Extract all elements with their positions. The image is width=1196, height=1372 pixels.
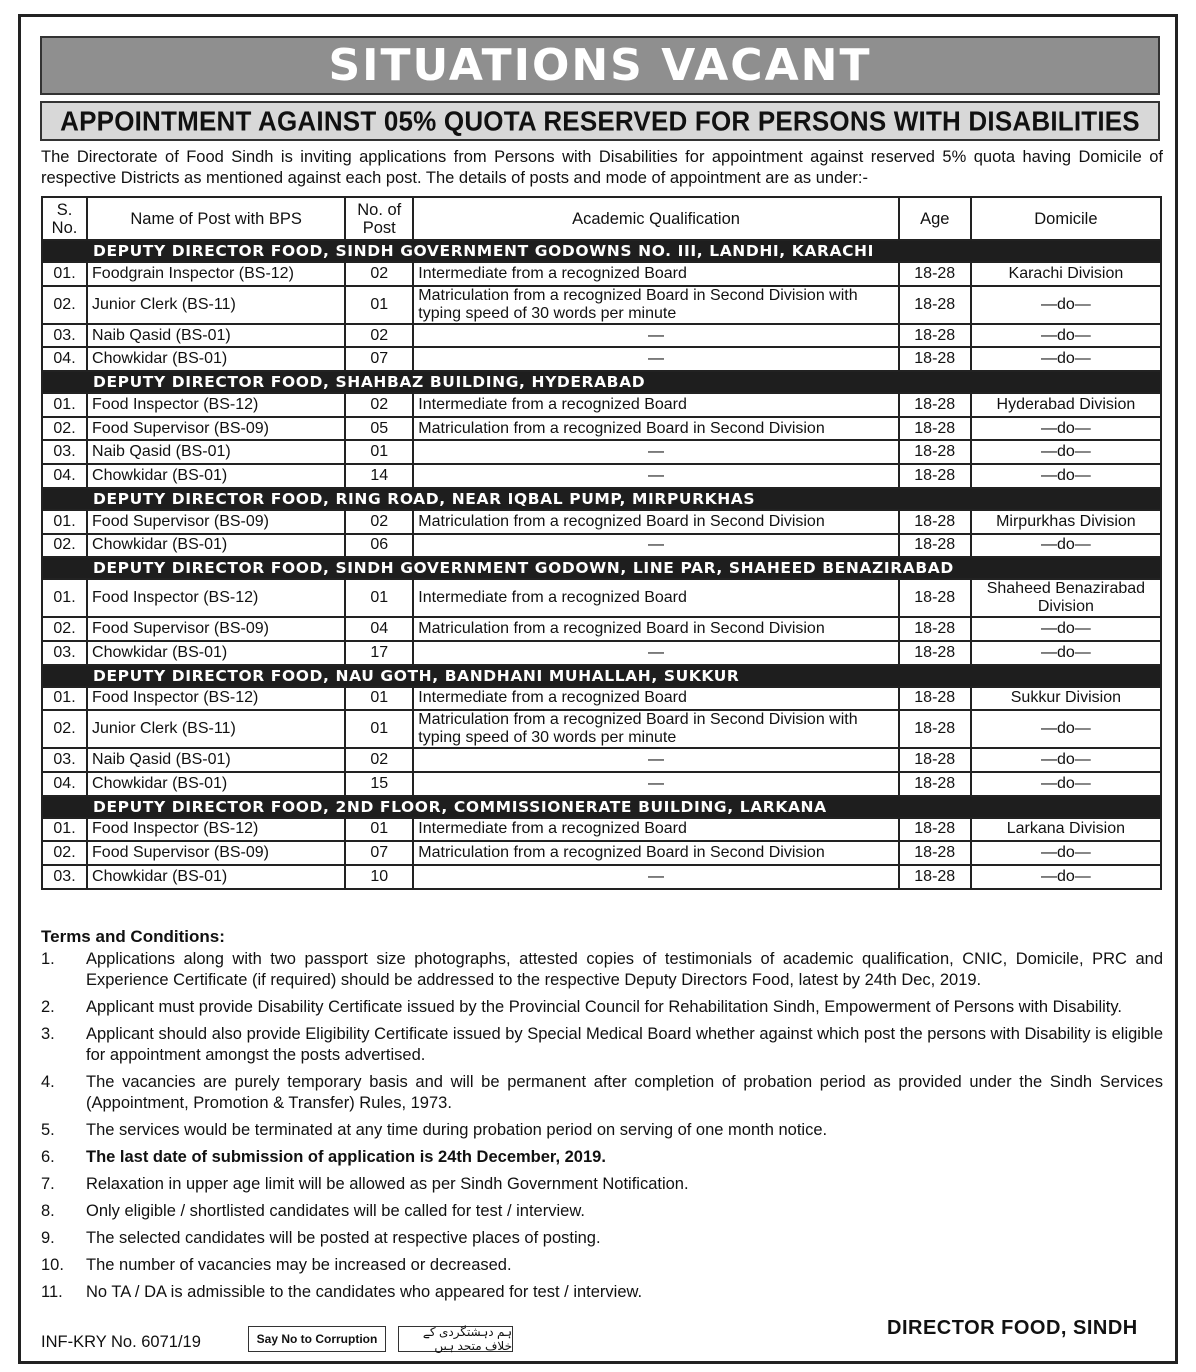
cell-post-name: Food Supervisor (BS-09) — [87, 417, 345, 441]
terms-list — [41, 949, 1163, 1303]
term-number: 6. — [41, 1148, 55, 1166]
terms-title: Terms and Conditions: — [41, 927, 225, 946]
posts-table-body — [42, 240, 1161, 889]
cell-num-posts: 01 — [345, 818, 413, 842]
cell-qualification: Matriculation from a recognized Board in Second Division — [413, 617, 898, 641]
section-title: DEPUTY DIRECTOR FOOD, SINDH GOVERNMENT GODOWN, LINE PAR, SHAHEED BENAZIRABAD — [42, 557, 1161, 579]
cell-age: 18-28 — [899, 393, 971, 417]
cell-age: 18-28 — [899, 818, 971, 842]
cell-num-posts: 15 — [345, 772, 413, 796]
table-row — [42, 579, 1161, 617]
term-number: 1. — [41, 950, 55, 968]
term-text: No TA / DA is admissible to the candidates who appeared for test / interview. — [86, 1283, 643, 1301]
cell-sno: 03. — [42, 324, 87, 348]
cell-age: 18-28 — [899, 687, 971, 711]
cell-sno: 01. — [42, 393, 87, 417]
table-row — [42, 393, 1161, 417]
section-header-row — [42, 557, 1161, 579]
cell-qualification: Matriculation from a recognized Board in Second Division with typing speed of 30 words per minute — [413, 286, 898, 324]
cell-qualification: Intermediate from a recognized Board — [413, 262, 898, 286]
table-row — [42, 617, 1161, 641]
term-number: 8. — [41, 1202, 55, 1220]
cell-num-posts: 01 — [345, 440, 413, 464]
cell-num-posts: 01 — [345, 579, 413, 617]
cell-domicile: —do— — [971, 641, 1161, 665]
cell-domicile: —do— — [971, 534, 1161, 558]
cell-domicile: —do— — [971, 841, 1161, 865]
cell-sno: 01. — [42, 262, 87, 286]
table-row — [42, 687, 1161, 711]
cell-domicile: —do— — [971, 440, 1161, 464]
term-number: 4. — [41, 1073, 55, 1091]
term-text: The number of vacancies may be increased or decreased. — [86, 1256, 512, 1274]
header-sno: S. No. — [42, 197, 87, 240]
cell-post-name: Naib Qasid (BS-01) — [87, 748, 345, 772]
cell-age: 18-28 — [899, 865, 971, 889]
cell-sno: 03. — [42, 748, 87, 772]
cell-num-posts: 01 — [345, 710, 413, 748]
cell-qualification: Matriculation from a recognized Board in Second Division — [413, 417, 898, 441]
term-number: 5. — [41, 1121, 55, 1139]
cell-sno: 03. — [42, 440, 87, 464]
cell-age: 18-28 — [899, 510, 971, 534]
term-number: 11. — [41, 1283, 63, 1301]
cell-age: 18-28 — [899, 262, 971, 286]
cell-num-posts: 10 — [345, 865, 413, 889]
table-row — [42, 440, 1161, 464]
posts-table — [41, 196, 1162, 890]
cell-domicile: —do— — [971, 286, 1161, 324]
table-row — [42, 262, 1161, 286]
cell-num-posts: 06 — [345, 534, 413, 558]
cell-num-posts: 02 — [345, 510, 413, 534]
cell-sno: 03. — [42, 641, 87, 665]
term-item — [41, 1228, 1163, 1249]
table-row — [42, 748, 1161, 772]
cell-age: 18-28 — [899, 324, 971, 348]
cell-num-posts: 17 — [345, 641, 413, 665]
cell-age: 18-28 — [899, 579, 971, 617]
cell-qualification: Matriculation from a recognized Board in Second Division with typing speed of 30 words per minute — [413, 710, 898, 748]
cell-age: 18-28 — [899, 841, 971, 865]
cell-post-name: Naib Qasid (BS-01) — [87, 324, 345, 348]
term-number: 3. — [41, 1025, 55, 1043]
table-row — [42, 347, 1161, 371]
term-text: Applicant should also provide Eligibility Certificate issued by Special Medical Board whether against which post the persons with Disability is eligible for appointment amongst the posts advertised. — [86, 1025, 1163, 1064]
page-title: SITUATIONS VACANT — [328, 40, 872, 91]
cell-num-posts: 02 — [345, 748, 413, 772]
cell-qualification: — — [413, 347, 898, 371]
cell-domicile: Karachi Division — [971, 262, 1161, 286]
term-item — [41, 1147, 1163, 1168]
cell-post-name: Food Inspector (BS-12) — [87, 393, 345, 417]
cell-qualification: Intermediate from a recognized Board — [413, 818, 898, 842]
term-text: Applicant must provide Disability Certificate issued by the Provincial Council for Rehabilitation Sindh, Empowerment of Persons with Disability. — [86, 998, 1122, 1016]
cell-qualification: — — [413, 641, 898, 665]
term-text: The selected candidates will be posted at respective places of posting. — [86, 1229, 601, 1247]
section-header-row — [42, 796, 1161, 818]
cell-num-posts: 02 — [345, 324, 413, 348]
cell-sno: 01. — [42, 579, 87, 617]
signature: DIRECTOR FOOD, SINDH — [887, 1317, 1138, 1339]
table-row — [42, 324, 1161, 348]
cell-post-name: Chowkidar (BS-01) — [87, 347, 345, 371]
table-row — [42, 710, 1161, 748]
cell-sno: 02. — [42, 286, 87, 324]
cell-sno: 04. — [42, 347, 87, 371]
cell-domicile: —do— — [971, 417, 1161, 441]
anti-terrorism-badge: ہم دہشتگردی کے خلاف متحد ہیں — [398, 1326, 513, 1352]
cell-age: 18-28 — [899, 617, 971, 641]
subtitle-banner — [40, 101, 1160, 141]
cell-sno: 02. — [42, 617, 87, 641]
table-row — [42, 510, 1161, 534]
cell-domicile: —do— — [971, 347, 1161, 371]
cell-age: 18-28 — [899, 748, 971, 772]
cell-qualification: — — [413, 464, 898, 488]
term-text: Only eligible / shortlisted candidates will be called for test / interview. — [86, 1202, 585, 1220]
reference-number: INF-KRY No. 6071/19 — [41, 1333, 201, 1351]
cell-qualification: — — [413, 534, 898, 558]
advertisement-page — [18, 14, 1178, 1364]
term-item — [41, 1072, 1163, 1114]
cell-domicile: —do— — [971, 865, 1161, 889]
term-number: 7. — [41, 1175, 55, 1193]
cell-qualification: — — [413, 440, 898, 464]
cell-age: 18-28 — [899, 440, 971, 464]
section-header-row — [42, 371, 1161, 393]
cell-sno: 04. — [42, 772, 87, 796]
term-item — [41, 1024, 1163, 1066]
cell-age: 18-28 — [899, 641, 971, 665]
term-number: 9. — [41, 1229, 55, 1247]
cell-sno: 02. — [42, 710, 87, 748]
cell-post-name: Foodgrain Inspector (BS-12) — [87, 262, 345, 286]
cell-qualification: Matriculation from a recognized Board in Second Division — [413, 510, 898, 534]
cell-domicile: —do— — [971, 748, 1161, 772]
cell-post-name: Chowkidar (BS-01) — [87, 865, 345, 889]
cell-age: 18-28 — [899, 347, 971, 371]
cell-domicile: —do— — [971, 772, 1161, 796]
term-number: 2. — [41, 998, 55, 1016]
section-header-row — [42, 240, 1161, 262]
cell-domicile: Hyderabad Division — [971, 393, 1161, 417]
cell-post-name: Chowkidar (BS-01) — [87, 641, 345, 665]
table-row — [42, 641, 1161, 665]
cell-post-name: Junior Clerk (BS-11) — [87, 286, 345, 324]
cell-qualification: Matriculation from a recognized Board in Second Division — [413, 841, 898, 865]
section-title: DEPUTY DIRECTOR FOOD, SHAHBAZ BUILDING, HYDERABAD — [42, 371, 1161, 393]
cell-age: 18-28 — [899, 710, 971, 748]
table-row — [42, 818, 1161, 842]
term-text: The vacancies are purely temporary basis and will be permanent after completion of probation period as provided under the Sindh Services (Appointment, Promotion & Transfer) Rules, 1973. — [86, 1073, 1163, 1112]
page-subtitle: APPOINTMENT AGAINST 05% QUOTA RESERVED FOR PERSONS WITH DISABILITIES — [60, 104, 1140, 137]
table-row — [42, 534, 1161, 558]
section-title: DEPUTY DIRECTOR FOOD, SINDH GOVERNMENT GODOWNS NO. III, LANDHI, KARACHI — [42, 240, 1161, 262]
header-domicile: Domicile — [971, 197, 1161, 240]
cell-qualification: Intermediate from a recognized Board — [413, 579, 898, 617]
table-row — [42, 841, 1161, 865]
title-banner — [40, 36, 1160, 95]
anti-corruption-badge: Say No to Corruption — [248, 1326, 386, 1352]
table-row — [42, 865, 1161, 889]
cell-domicile: —do— — [971, 324, 1161, 348]
section-title: DEPUTY DIRECTOR FOOD, NAU GOTH, BANDHANI MUHALLAH, SUKKUR — [42, 665, 1161, 687]
cell-qualification: — — [413, 865, 898, 889]
cell-post-name: Food Inspector (BS-12) — [87, 818, 345, 842]
cell-post-name: Chowkidar (BS-01) — [87, 534, 345, 558]
cell-sno: 02. — [42, 534, 87, 558]
term-item — [41, 1120, 1163, 1141]
term-text: The services would be terminated at any time during probation period on serving of one month notice. — [86, 1121, 828, 1139]
cell-post-name: Food Supervisor (BS-09) — [87, 841, 345, 865]
cell-domicile: —do— — [971, 710, 1161, 748]
cell-num-posts: 04 — [345, 617, 413, 641]
table-header-row — [42, 197, 1161, 240]
term-item — [41, 949, 1163, 991]
cell-num-posts: 07 — [345, 841, 413, 865]
term-text: The last date of submission of application is 24th December, 2019. — [86, 1148, 606, 1166]
cell-age: 18-28 — [899, 286, 971, 324]
term-item — [41, 1282, 1163, 1303]
cell-num-posts: 05 — [345, 417, 413, 441]
intro-paragraph: The Directorate of Food Sindh is inviting applications from Persons with Disabilities for appointment against reserved 5% quota having Domicile of respective Districts as mentioned against each post. The details of posts and mode of appointment are as under:- — [41, 148, 1163, 187]
table-row — [42, 464, 1161, 488]
cell-qualification: — — [413, 748, 898, 772]
header-age: Age — [899, 197, 971, 240]
cell-qualification: — — [413, 324, 898, 348]
section-header-row — [42, 665, 1161, 687]
cell-post-name: Food Inspector (BS-12) — [87, 579, 345, 617]
cell-domicile: Mirpurkhas Division — [971, 510, 1161, 534]
cell-sno: 04. — [42, 464, 87, 488]
cell-domicile: Larkana Division — [971, 818, 1161, 842]
cell-post-name: Chowkidar (BS-01) — [87, 772, 345, 796]
table-row — [42, 286, 1161, 324]
cell-num-posts: 07 — [345, 347, 413, 371]
cell-domicile: Sukkur Division — [971, 687, 1161, 711]
cell-age: 18-28 — [899, 464, 971, 488]
cell-qualification: Intermediate from a recognized Board — [413, 687, 898, 711]
cell-post-name: Food Inspector (BS-12) — [87, 687, 345, 711]
term-item — [41, 1255, 1163, 1276]
cell-qualification: Intermediate from a recognized Board — [413, 393, 898, 417]
term-text: Relaxation in upper age limit will be allowed as per Sindh Government Notification. — [86, 1175, 689, 1193]
term-number: 10. — [41, 1256, 64, 1274]
term-text: Applications along with two passport size photographs, attested copies of testimonials of academic qualification, CNIC, Domicile, PRC and Experience Certificate (if required) should be addressed to the respective Deputy Directors Food, latest by 24th Dec, 2019. — [86, 950, 1163, 989]
table-row — [42, 417, 1161, 441]
cell-sno: 01. — [42, 510, 87, 534]
cell-domicile: Shaheed Benazirabad Division — [971, 579, 1161, 617]
cell-num-posts: 02 — [345, 262, 413, 286]
term-item — [41, 1201, 1163, 1222]
cell-qualification: — — [413, 772, 898, 796]
cell-num-posts: 02 — [345, 393, 413, 417]
section-title: DEPUTY DIRECTOR FOOD, 2ND FLOOR, COMMISSIONERATE BUILDING, LARKANA — [42, 796, 1161, 818]
cell-age: 18-28 — [899, 534, 971, 558]
cell-num-posts: 01 — [345, 687, 413, 711]
cell-sno: 02. — [42, 417, 87, 441]
cell-sno: 03. — [42, 865, 87, 889]
cell-age: 18-28 — [899, 417, 971, 441]
cell-post-name: Food Supervisor (BS-09) — [87, 617, 345, 641]
cell-post-name: Naib Qasid (BS-01) — [87, 440, 345, 464]
cell-age: 18-28 — [899, 772, 971, 796]
cell-post-name: Junior Clerk (BS-11) — [87, 710, 345, 748]
table-row — [42, 772, 1161, 796]
cell-post-name: Chowkidar (BS-01) — [87, 464, 345, 488]
term-item — [41, 1174, 1163, 1195]
cell-domicile: —do— — [971, 617, 1161, 641]
section-title: DEPUTY DIRECTOR FOOD, RING ROAD, NEAR IQBAL PUMP, MIRPURKHAS — [42, 488, 1161, 510]
term-item — [41, 997, 1163, 1018]
cell-num-posts: 14 — [345, 464, 413, 488]
cell-sno: 01. — [42, 687, 87, 711]
cell-num-posts: 01 — [345, 286, 413, 324]
header-num-posts: No. of Post — [345, 197, 413, 240]
cell-sno: 01. — [42, 818, 87, 842]
cell-domicile: —do— — [971, 464, 1161, 488]
cell-post-name: Food Supervisor (BS-09) — [87, 510, 345, 534]
header-qualification: Academic Qualification — [413, 197, 898, 240]
header-post-name: Name of Post with BPS — [87, 197, 345, 240]
section-header-row — [42, 488, 1161, 510]
cell-sno: 02. — [42, 841, 87, 865]
